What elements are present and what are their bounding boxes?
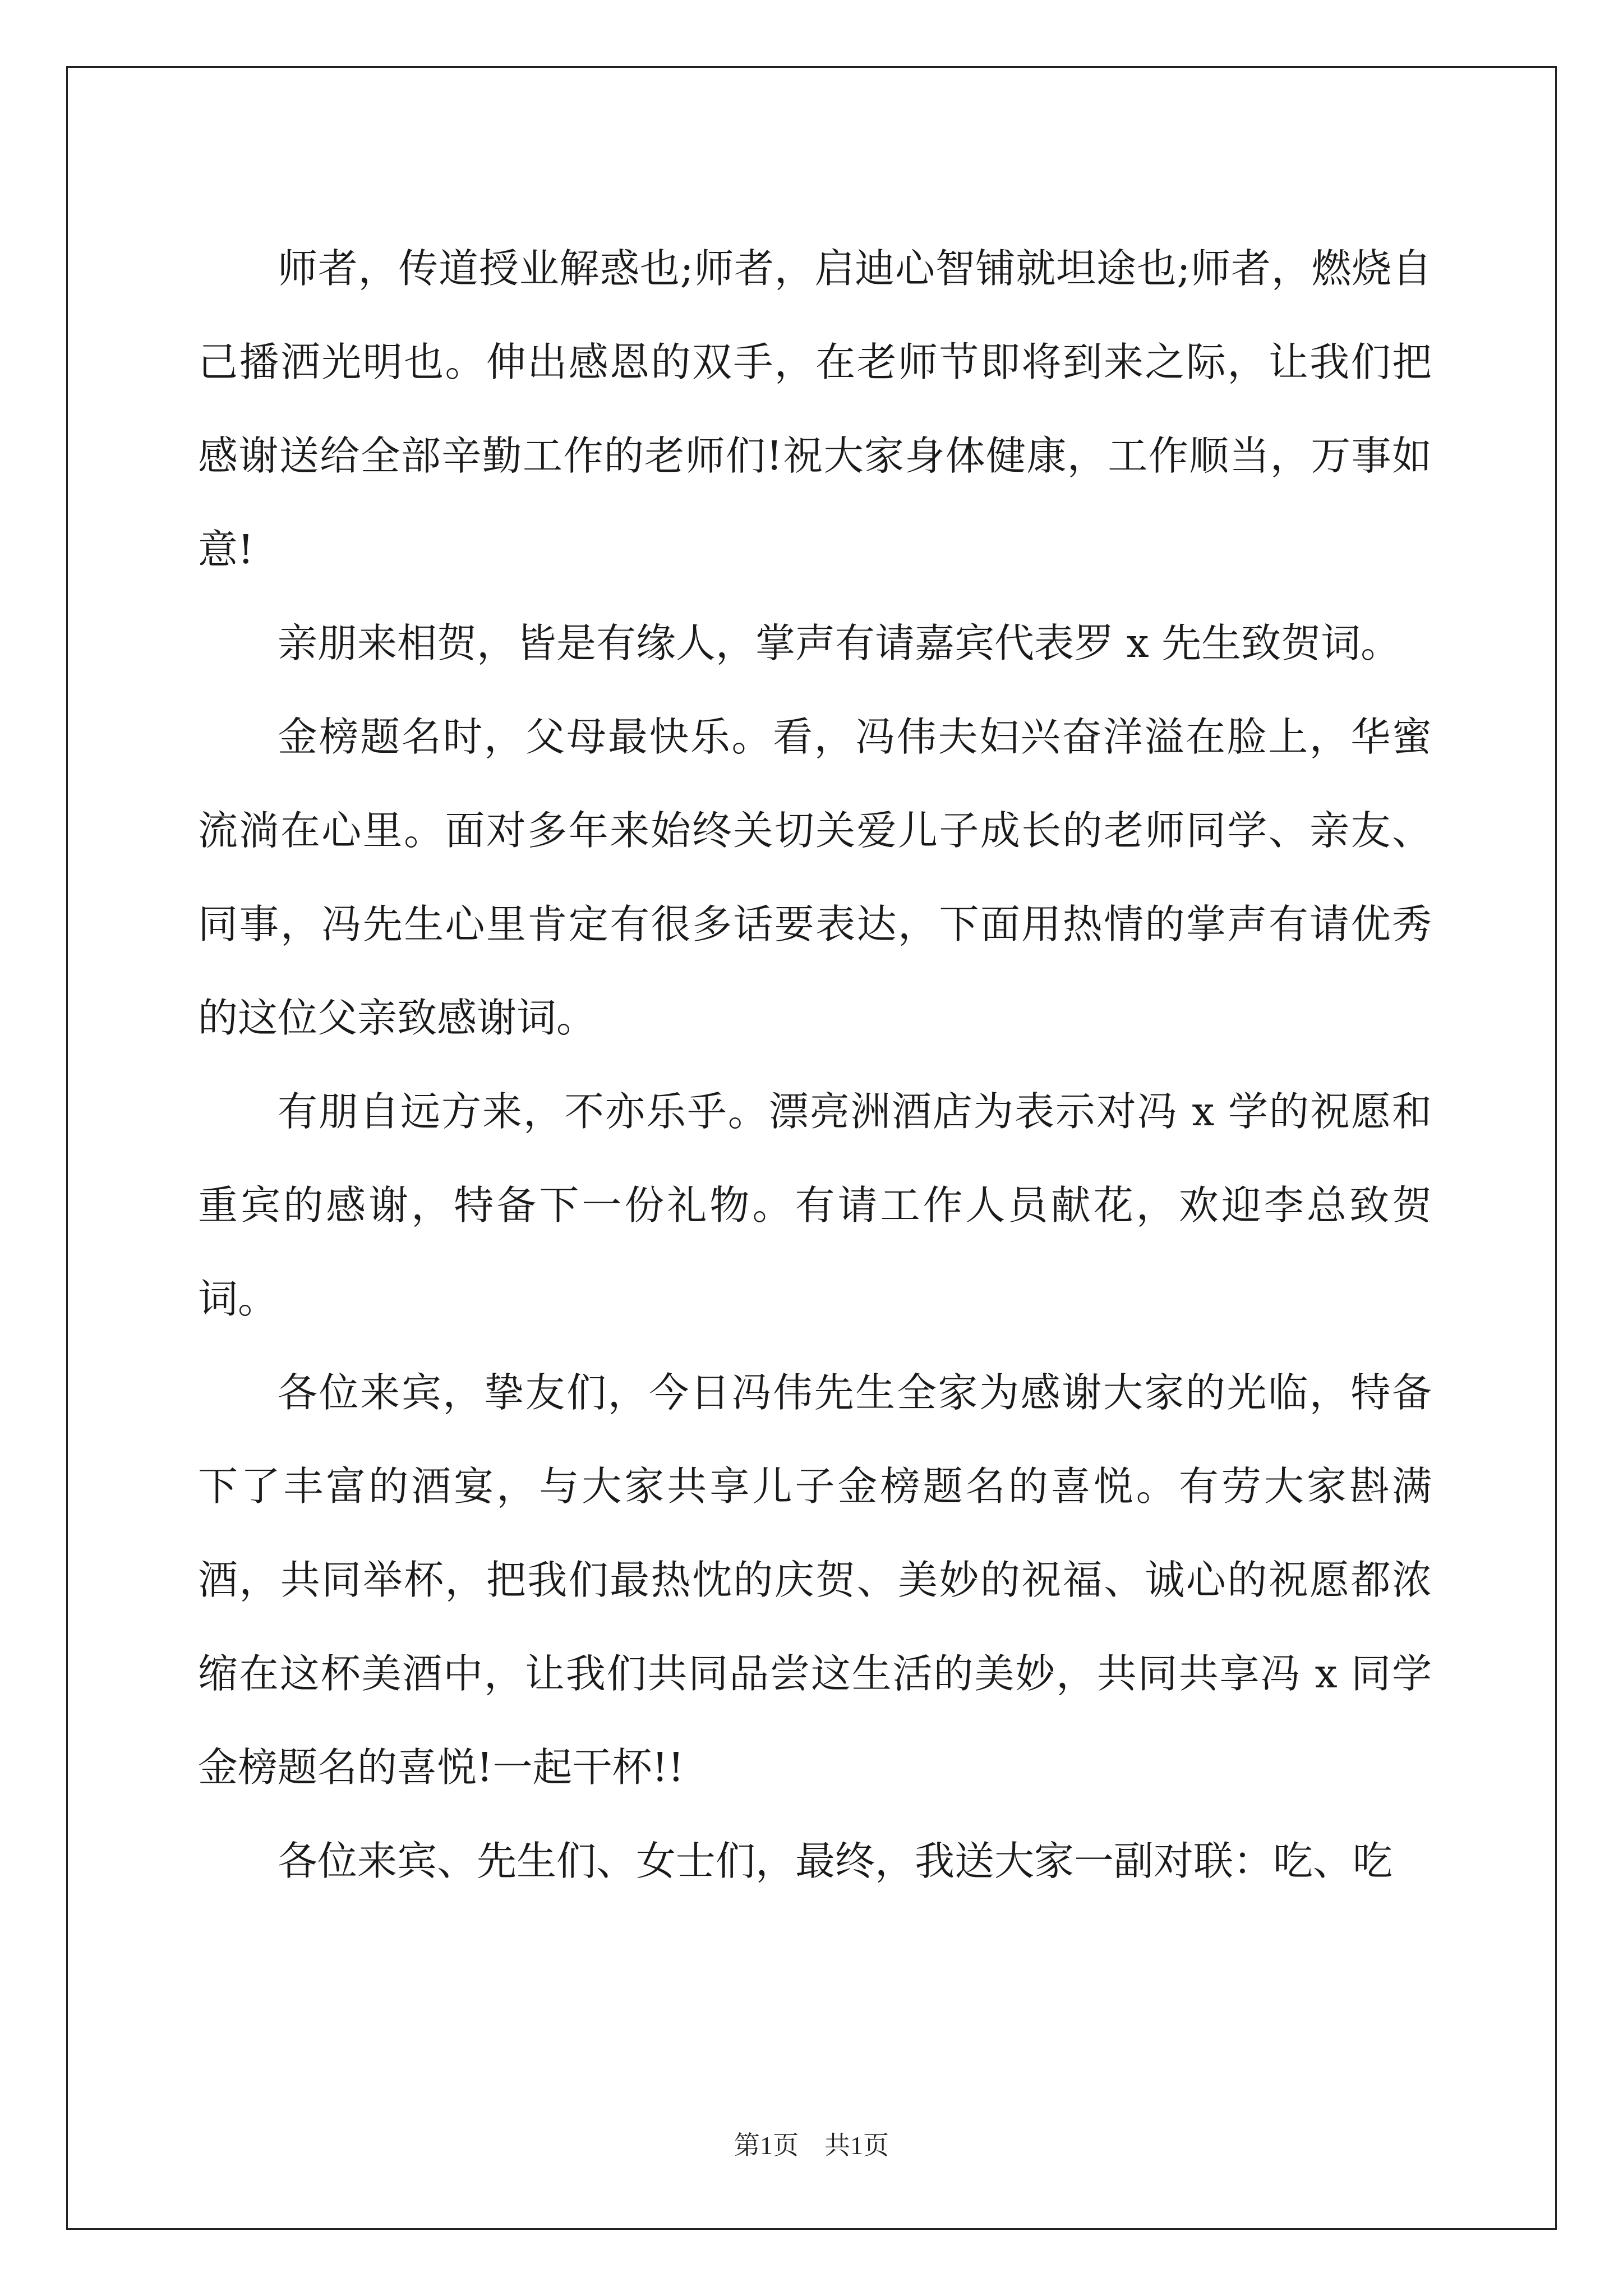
page-number-current: 第1页 — [734, 2131, 799, 2160]
paragraph: 各位来宾，挚友们，今日冯伟先生全家为感谢大家的光临，特备下了丰富的酒宴，与大家共享儿子金榜题名的喜悦。有劳大家斟满酒，共同举杯，把我们最热忱的庆贺、美妙的祝福、诚心的祝愿都浓缩在这杯美酒中，让我们共同品尝这生活的美妙，共同共享冯 x 同学金榜题名的喜悦!一起干杯!! — [198, 1369, 1432, 1791]
page-number-total: 共1页 — [824, 2131, 889, 2160]
paragraph: 有朋自远方来，不亦乐乎。漂亮洲酒店为表示对冯 x 学的祝愿和重宾的感谢，特备下一份礼物。有请工作人员献花，欢迎李总致贺词。 — [198, 1088, 1432, 1322]
paragraph: 亲朋来相贺，皆是有缘人，掌声有请嘉宾代表罗 x 先生致贺词。 — [278, 620, 1401, 666]
paragraph: 师者，传道授业解惑也;师者，启迪心智铺就坦途也;师者，燃烧自己播洒光明也。伸出感恩的双手，在老师节即将到来之际，让我们把感谢送给全部辛勤工作的老师们!祝大家身体健康，工作顺当，万事如意! — [198, 245, 1432, 573]
page-footer — [0, 2125, 1623, 2162]
document-body — [198, 222, 1432, 1908]
paragraph: 金榜题名时，父母最快乐。看，冯伟夫妇兴奋洋溢在脸上，华蜜流淌在心里。面对多年来始终关切关爱儿子成长的老师同学、亲友、同事，冯先生心里肯定有很多话要表达，下面用热情的掌声有请优秀的这位父亲致感谢词。 — [198, 714, 1432, 1041]
paragraph: 各位来宾、先生们、女士们，最终，我送大家一副对联：吃、吃 — [278, 1838, 1393, 1884]
